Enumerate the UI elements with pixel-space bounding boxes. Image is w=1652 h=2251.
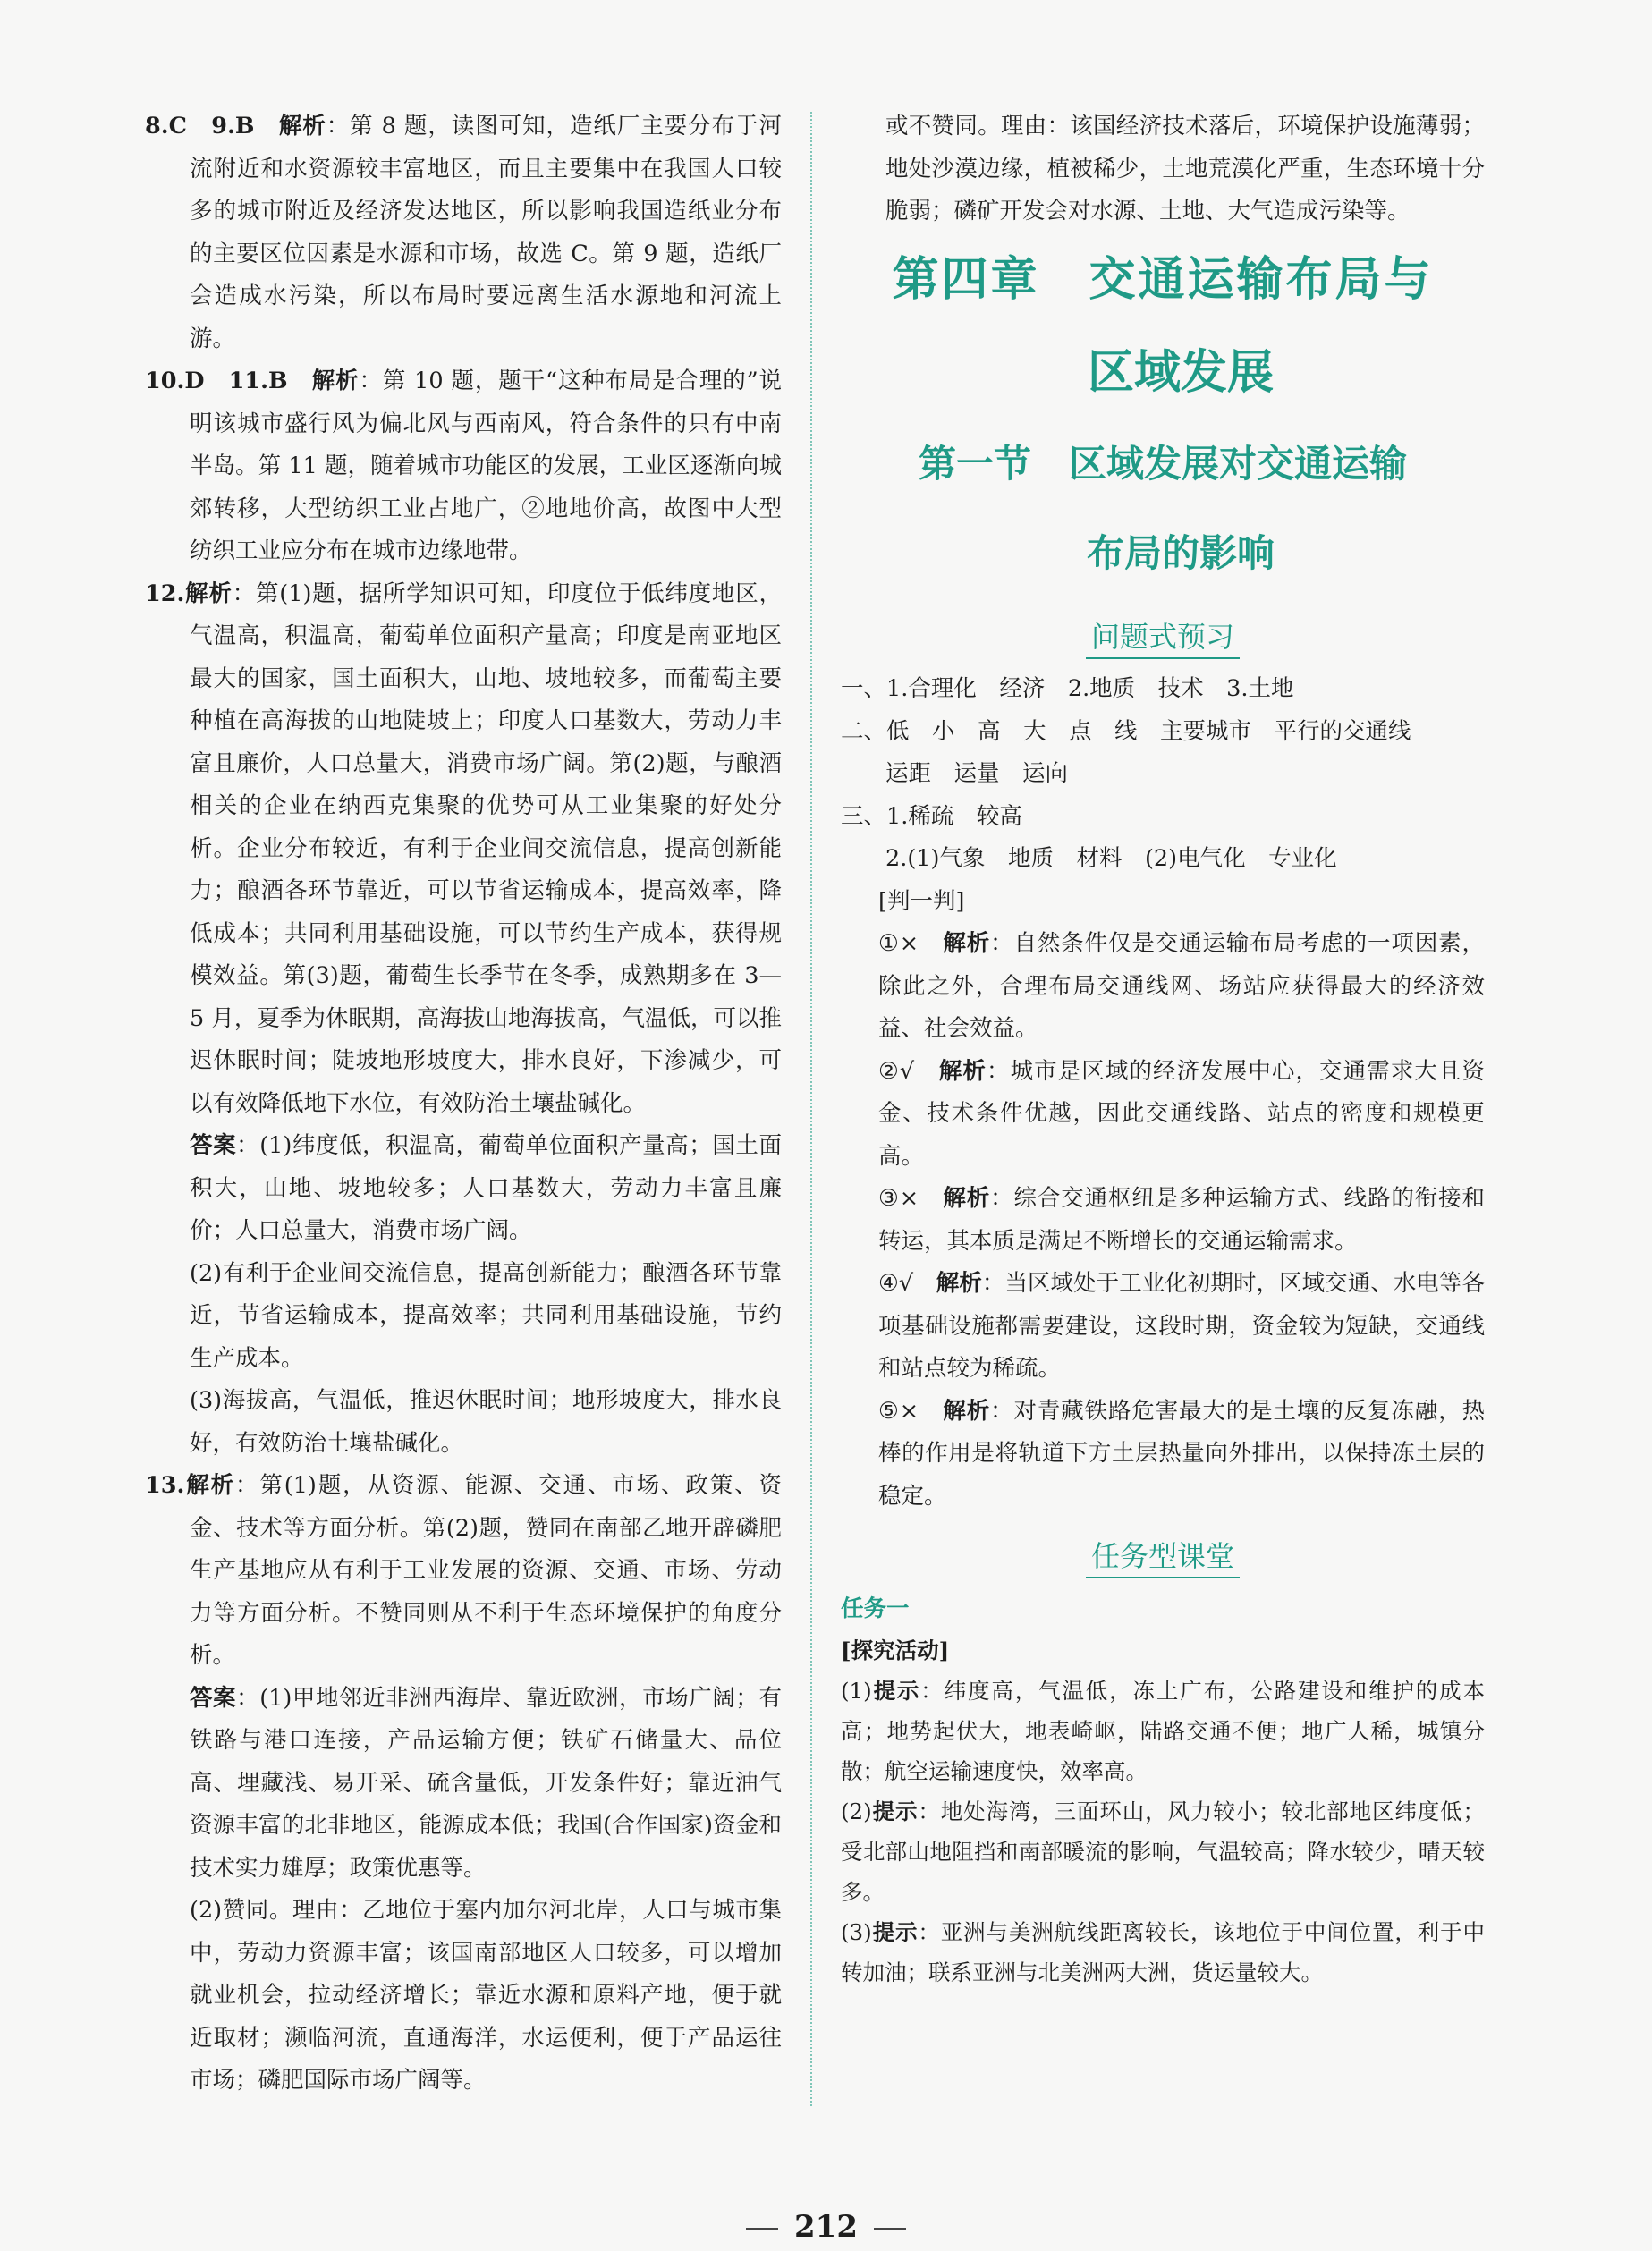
preview-three: 三、1.稀疏 较高 xyxy=(841,802,1022,830)
answer-label: 答案 xyxy=(190,1132,237,1159)
analysis-text: ：第 10 题，题干“这种布局是合理的”说明该城市盛行风为偏北风与西南风，符合条件的只有中南半岛。第 11 题，随着城市功能区的发展，工业区逐渐向城郊转移，大型纺织工业占地广，②地地价高，故图中大型纺织工业应分布在城市边缘地带。 xyxy=(190,368,782,564)
analysis-text: ：第 8 题，读图可知，造纸厂主要分布于河流附近和水资源较丰富地区，而且主要集中在我国人口较多的城市附近及经济发达地区，所以影响我国造纸业分布的主要区位因素是水源和市场，故选 C。第 9 题，造纸厂会造成水污染，所以布局时要远离生活水源地和河流上游。 xyxy=(190,113,782,352)
answer-8-9 xyxy=(145,106,782,360)
answer-12-part3: (3)海拔高，气温低，推迟休眠时间；地形坡度大，排水良好，有效防治土壤盐碱化。 xyxy=(190,1387,782,1457)
judge-item: ④√ 解析：当区域处于工业化初期时，区域交通、水电等各项基础设施都需要建设，这段时期，资金较为短缺，交通线和站点较为稀疏。 xyxy=(878,1270,1485,1382)
preview-three-cont: 2.(1)气象 地质 材料 (2)电气化 专业化 xyxy=(885,845,1337,872)
task-header: 任务型课堂 xyxy=(841,1536,1485,1581)
page-number: 212 xyxy=(0,2209,1652,2245)
judge-list xyxy=(841,923,1485,1518)
analysis-label: 解析 xyxy=(184,580,233,607)
judge-item: ③× 解析：综合交通枢纽是多种运输方式、线路的衔接和转运，其本质是满足不断增长的交通运输需求。 xyxy=(878,1185,1485,1255)
answer-13-continuation: 或不赞同。理由：该国经济技术落后，环境保护设施薄弱；地处沙漠边缘，植被稀少，土地荒漠化严重，生态环境十分脆弱；磷矿开发会对水源、土地、大气造成污染等。 xyxy=(885,113,1485,224)
answer-text: ：(1)甲地邻近非洲西海岸、靠近欧洲，市场广阔；有铁路与港口连接，产品运输方便；铁矿石储量大、品位高、埋藏浅、易开采、硫含量低，开发条件好；靠近油气资源丰富的北非地区，能源成本低；我国(合作国家)资金和技术实力雄厚；政策优惠等。 xyxy=(190,1684,782,1882)
preview-block xyxy=(841,668,1485,881)
answer-label: 答案 xyxy=(190,1684,237,1712)
section-title-line2: 布局的影响 xyxy=(1086,530,1275,575)
explore-item: (1)提示：纬度高，气温低，冻土广布，公路建设和维护的成本高；地势起伏大，地表崎岖，陆路交通不便；地广人稀，城镇分散；航空运输速度快，效率高。 xyxy=(841,1678,1486,1784)
answer-13-key xyxy=(145,1678,782,1891)
chapter-title: 第四章 交通运输布局与 xyxy=(892,251,1434,307)
analysis-text: ：第(1)题，从资源、能源、交通、市场、政策、资金、技术等方面分析。第(2)题，赞同在南部乙地开辟磷肥生产基地应从有利于工业发展的资源、交通、市场、劳动力等方面分析。不赞同则从不利于生态环境保护的角度分析。 xyxy=(190,1472,782,1669)
answer-13-analysis xyxy=(145,1465,782,1678)
judge-header: [判一判] xyxy=(878,887,965,915)
analysis-label: 解析 xyxy=(184,1472,235,1499)
column-divider xyxy=(810,112,812,2106)
analysis-text: ：第(1)题，据所学知识可知，印度位于低纬度地区，气温高，积温高，葡萄单位面积产量高；印度是南亚地区最大的国家，国土面积大，山地、坡地较多，而葡萄主要种植在高海拔的山地陡坡上；印度人口基数大，劳动力丰富且廉价，人口总量大，消费市场广阔。第(2)题，与酿酒相关的企业在纳西克集聚的优势可从工业集聚的好处分析。企业分布较近，有利于企业间交流信息，提高创新能力；酿酒各环节靠近，可以节省运输成本，提高效率，降低成本；共同利用基础设施，可以节约生产成本，获得规模效益。第(3)题，葡萄生长季节在冬季，成熟期多在 3—5 月，夏季为休眠期，高海拔山地海拔高，气温低，可以推迟休眠时间；陡坡地形坡度大，排水良好，下渗减少，可以有效降低地下水位，有效防治土壤盐碱化。 xyxy=(190,580,782,1117)
answer-12-part2: (2)有利于企业间交流信息，提高创新能力；酿酒各环节靠近，节省运输成本，提高效率；共同利用基础设施，节约生产成本。 xyxy=(190,1259,782,1372)
preview-two: 二、低 小 高 大 点 线 主要城市 平行的交通线 xyxy=(841,717,1411,745)
explore-item: (2)提示：地处海湾，三面环山，风力较小；较北部地区纬度低；受北部山地阻挡和南部暖流的影响，气温较高；降水较少，晴天较多。 xyxy=(841,1798,1486,1905)
preview-two-cont: 运距 运量 运向 xyxy=(885,760,1069,787)
chapter-title-line2: 区域发展 xyxy=(1087,344,1274,400)
preview-one: 一、1.合理化 经济 2.地质 技术 3.土地 xyxy=(841,675,1294,702)
item-number: 8.C 9.B xyxy=(145,113,279,140)
item-number: 12. xyxy=(145,580,185,607)
answer-13-part2: (2)赞同。理由：乙地位于塞内加尔河北岸，人口与城市集中，劳动力资源丰富；该国南部地区人口较多，可以增加就业机会，拉动经济增长；靠近水源和原料产地，便于就近取材；濒临河流，直通海洋，水运便利，便于产品运往市场；磷肥国际市场广阔等。 xyxy=(190,1897,782,2094)
analysis-label: 解析 xyxy=(278,113,326,140)
answer-text: ：(1)纬度低，积温高，葡萄单位面积产量高；国土面积大，山地、坡地较多；人口基数大，劳动力丰富且廉价；人口总量大，消费市场广阔。 xyxy=(190,1132,782,1244)
task-title: 任务一 xyxy=(841,1595,910,1622)
item-number: 13. xyxy=(145,1472,185,1499)
left-column xyxy=(145,106,782,2103)
answer-12-key xyxy=(145,1125,782,1253)
answer-12-analysis xyxy=(145,573,782,1126)
judge-item: ①× 解析：自然条件仅是交通运输布局考虑的一项因素，除此之外，合理布局交通线网、场站应获得最大的经济效益、社会效益。 xyxy=(878,930,1485,1042)
judge-item: ⑤× 解析：对青藏铁路危害最大的是土壤的反复冻融，热棒的作用是将轨道下方土层热量向外排出，以保持冻土层的稳定。 xyxy=(878,1397,1485,1510)
judge-item: ②√ 解析：城市是区域的经济发展中心，交通需求大且资金、技术条件优越，因此交通线路、站点的密度和规模更高。 xyxy=(878,1057,1485,1170)
explore-list xyxy=(841,1671,1485,1993)
explore-item: (3)提示：亚洲与美洲航线距离较长，该地位于中间位置，利于中转加油；联系亚洲与北美洲两大洲，货运量较大。 xyxy=(841,1919,1486,1985)
item-number: 10.D 11.B xyxy=(145,368,312,394)
explore-label: [探究活动] xyxy=(841,1637,950,1663)
preview-header: 问题式预习 xyxy=(841,616,1485,662)
right-column xyxy=(841,106,1485,1993)
page-dash xyxy=(874,2228,906,2230)
section-title: 第一节 区域发展对交通运输 xyxy=(918,441,1407,486)
answer-10-11 xyxy=(145,360,782,573)
analysis-label: 解析 xyxy=(311,368,360,394)
page-dash xyxy=(746,2228,778,2230)
